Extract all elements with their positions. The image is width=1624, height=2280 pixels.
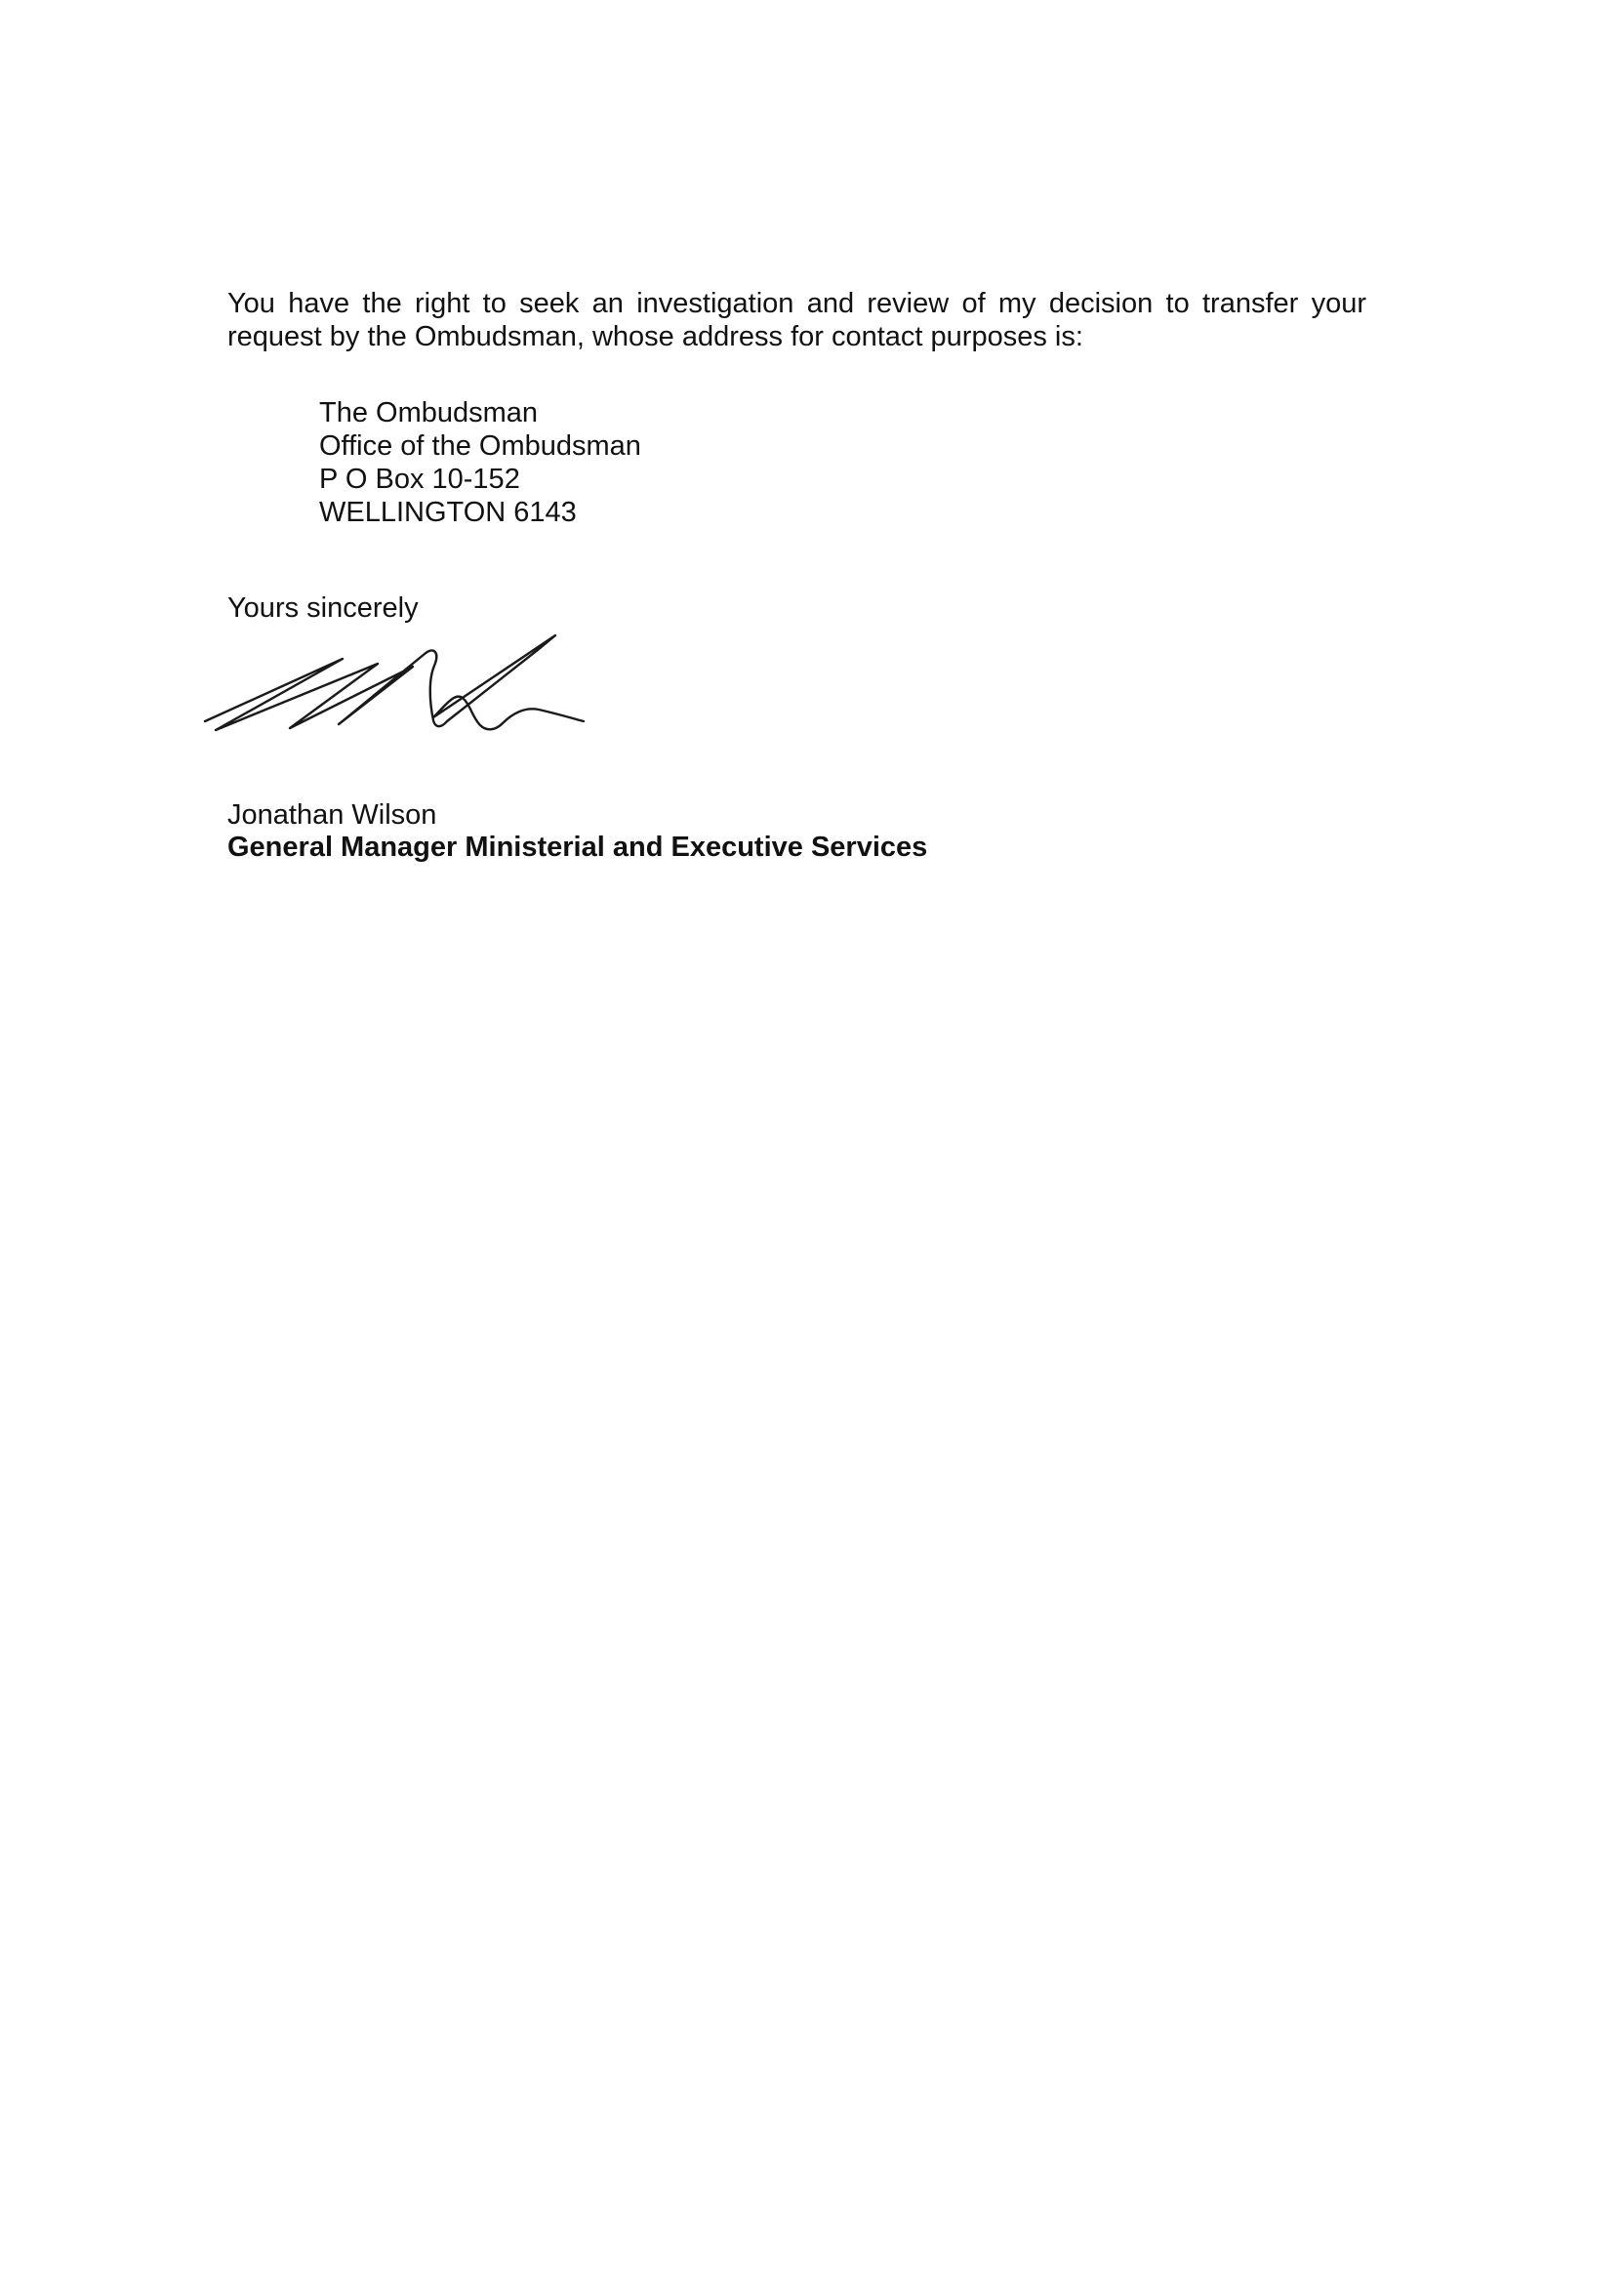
body-paragraph: You have the right to seek an investigation and review of my decision to transfer your request by the Ombudsman, whose address for contact purposes is: [227,288,1366,352]
signatory-name: Jonathan Wilson [227,799,437,831]
signatory-title: General Manager Ministerial and Executive Services [227,832,928,863]
closing-salutation: Yours sincerely [227,592,419,624]
address-line-office: Office of the Ombudsman [319,430,641,462]
handwritten-signature [195,623,593,740]
address-line-recipient: The Ombudsman [319,397,539,428]
address-line-po-box: P O Box 10-152 [319,464,520,495]
ombudsman-address-block [319,396,641,529]
address-line-city: WELLINGTON 6143 [319,497,577,528]
